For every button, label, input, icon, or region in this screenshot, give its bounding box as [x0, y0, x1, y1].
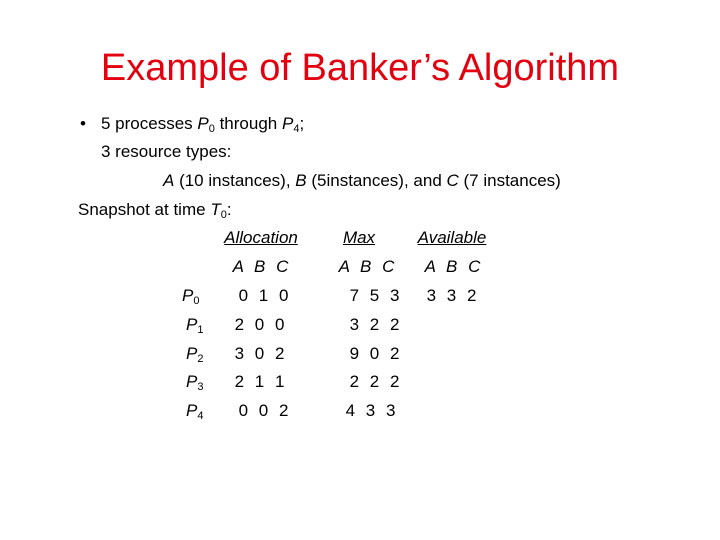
resource-b-name: B [295, 171, 307, 190]
available-header: Available [417, 228, 487, 247]
process-label: $P_2$ [186, 344, 204, 365]
resource-a-name: A [163, 171, 175, 190]
slide-title: Example of Banker’s Algorithm [100, 47, 620, 89]
max-resource-labels: A B C [338, 257, 398, 276]
max-values: 7 5 3 [349, 286, 403, 305]
allocation-header: Allocation [224, 228, 298, 247]
snapshot-suffix: : [226, 200, 232, 219]
process-first-label: $P_0$ [197, 114, 215, 135]
max-values: 4 3 3 [345, 401, 399, 420]
max-values: 2 2 2 [349, 372, 403, 391]
resource-instances-line [163, 170, 561, 192]
processes-middle: through [214, 114, 282, 133]
bullet-line-processes [101, 113, 304, 135]
allocation-values: 2 0 0 [234, 315, 288, 334]
allocation-values: 0 1 0 [238, 286, 292, 305]
resource-a-desc: (10 instances), [174, 171, 296, 190]
snapshot-line [78, 199, 232, 221]
snapshot-time-label: $T_0$ [210, 200, 227, 221]
process-label: $P_4$ [186, 401, 204, 422]
processes-suffix: ; [299, 114, 305, 133]
allocation-values: 2 1 1 [234, 372, 288, 391]
max-values: 3 2 2 [349, 315, 403, 334]
max-values: 9 0 2 [349, 344, 403, 363]
allocation-values: 0 0 2 [238, 401, 292, 420]
process-last-label: $P_4$ [281, 114, 300, 135]
bullet-icon: • [80, 114, 86, 133]
resource-b-desc: (5instances), and [306, 171, 447, 190]
snapshot-prefix: Snapshot at time [78, 200, 211, 219]
max-header: Max [342, 228, 376, 247]
process-label: $P_3$ [186, 372, 204, 393]
process-label: $P_0$ [182, 286, 200, 307]
resource-types-line: 3 resource types: [101, 142, 232, 161]
resource-c-desc: (7 instances) [458, 171, 561, 190]
resource-c-name: C [446, 171, 459, 190]
available-values: 3 3 2 [426, 286, 480, 305]
processes-prefix: 5 processes [101, 114, 198, 133]
allocation-resource-labels: A B C [232, 257, 292, 276]
available-resource-labels: A B C [424, 257, 484, 276]
process-label: $P_1$ [186, 315, 204, 336]
allocation-values: 3 0 2 [234, 344, 288, 363]
